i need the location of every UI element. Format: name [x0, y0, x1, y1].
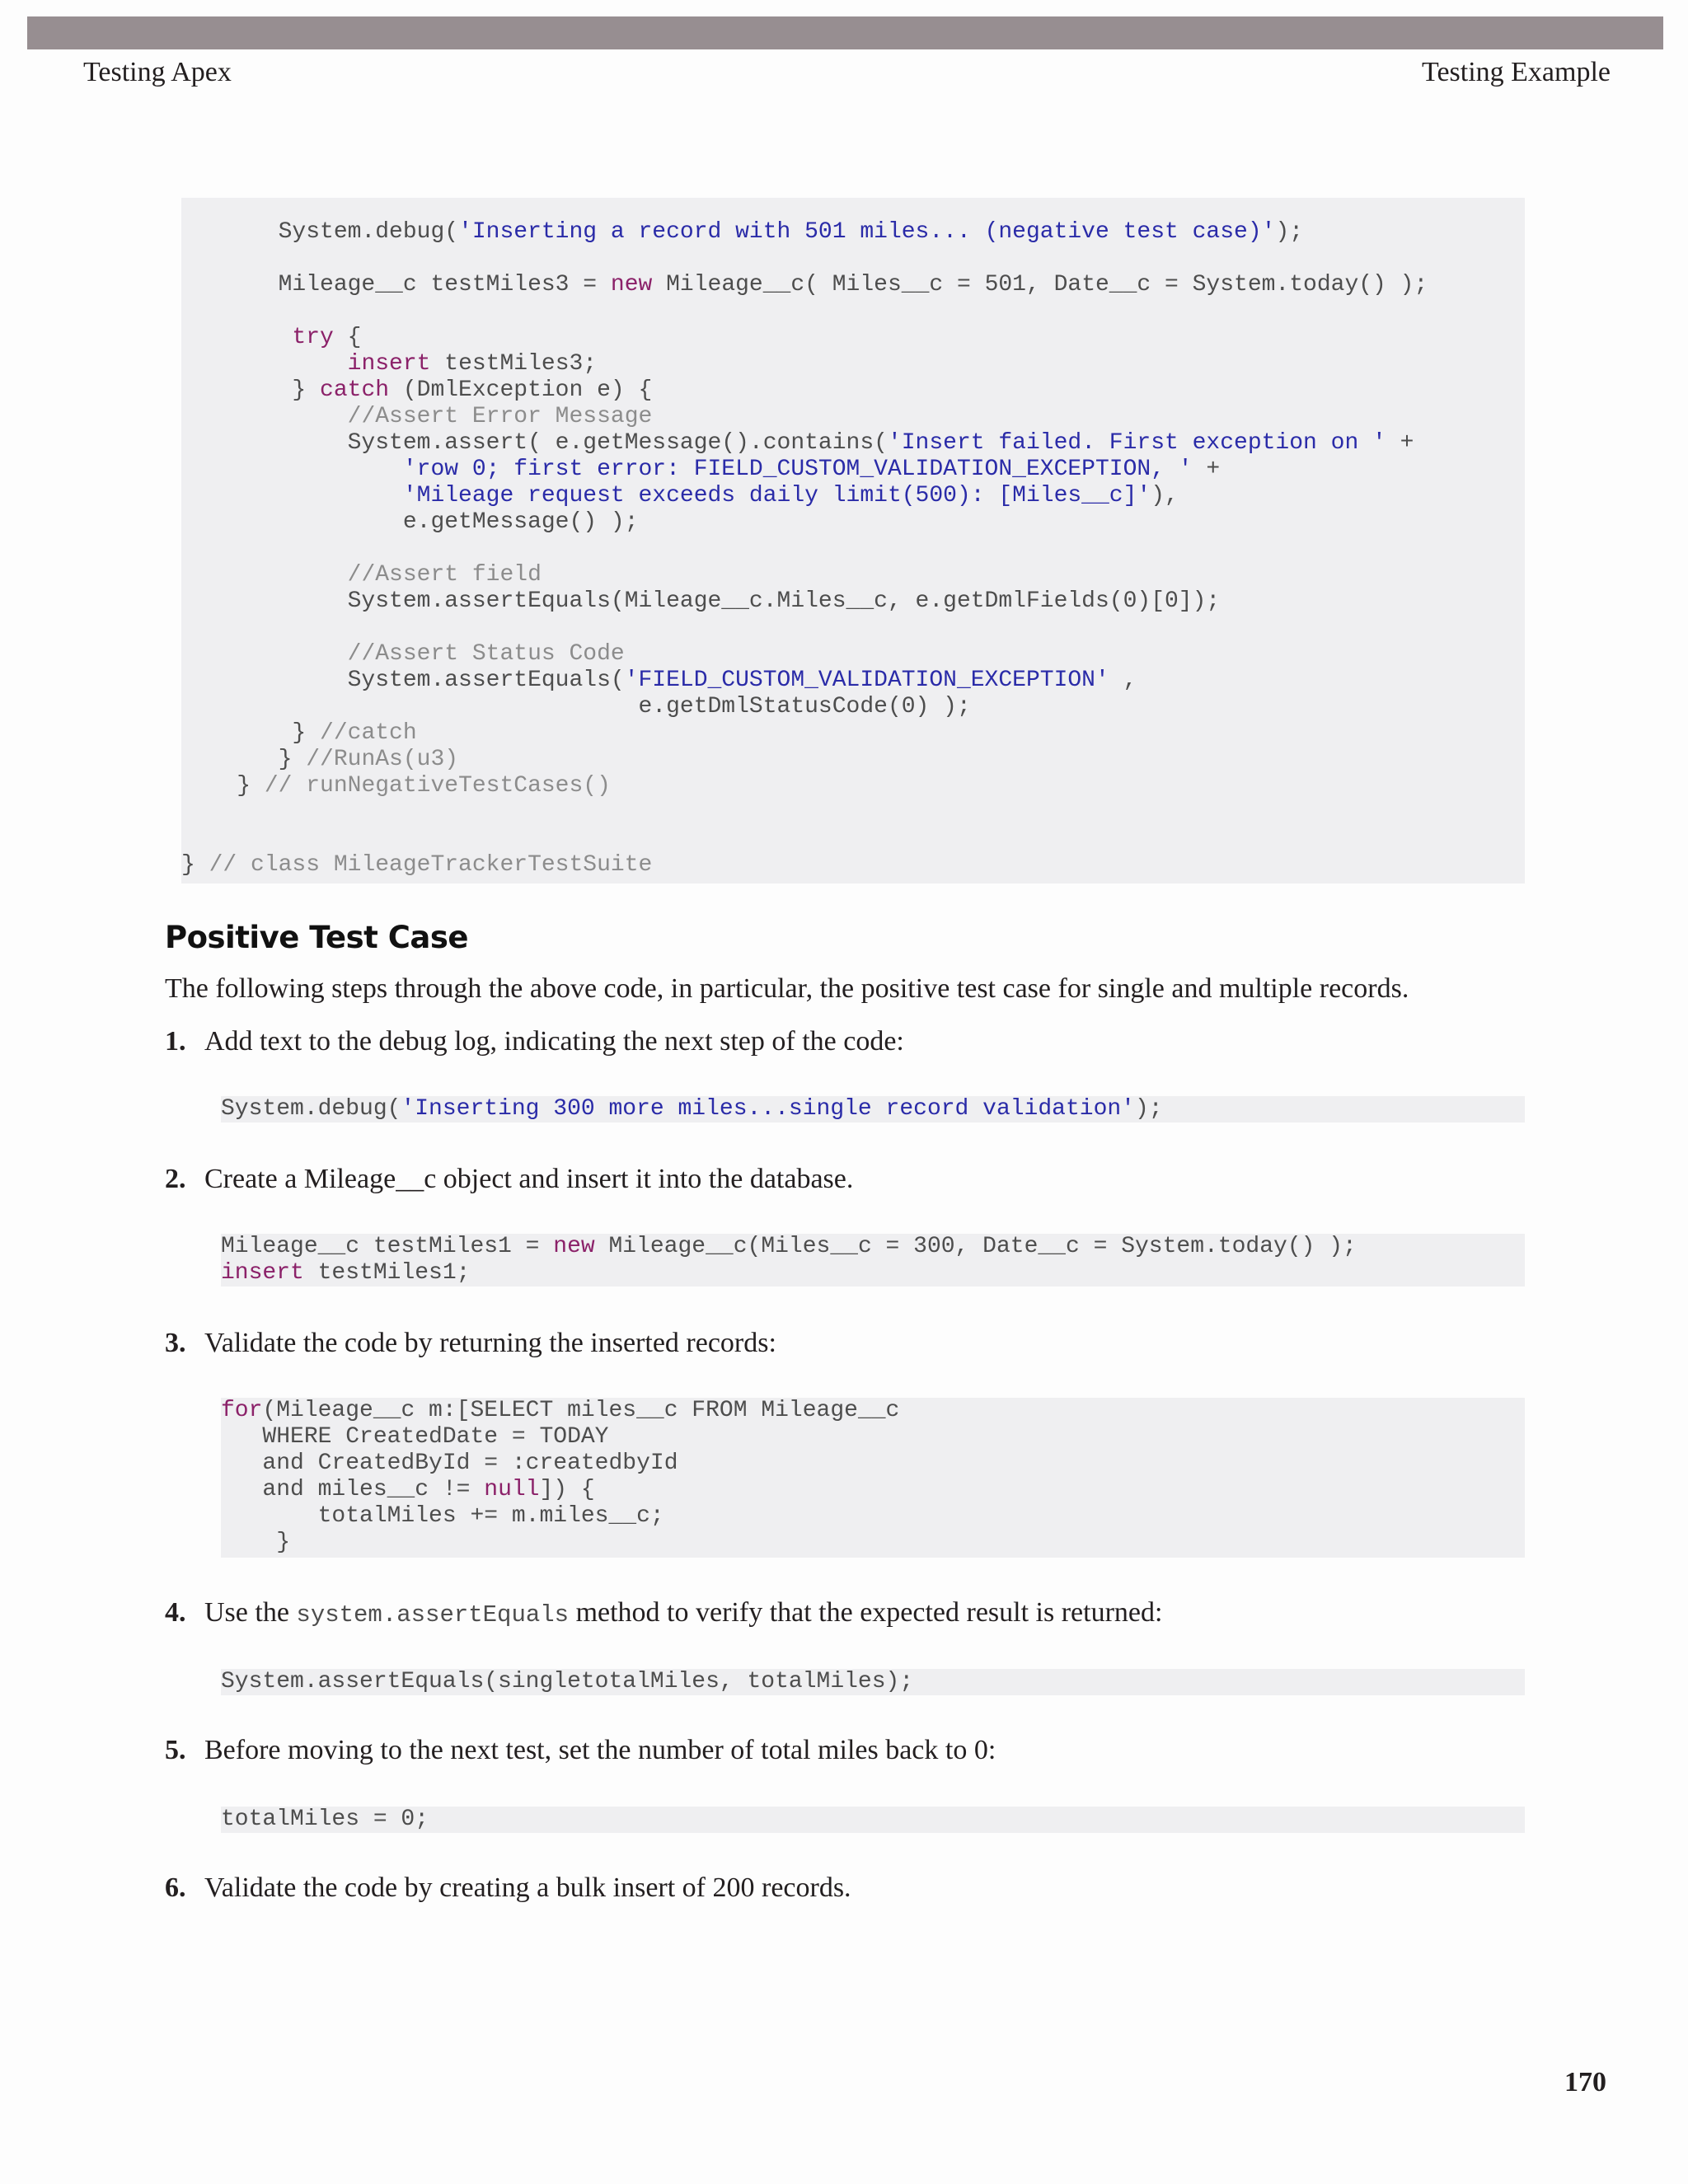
step-6 [165, 1868, 851, 1908]
code-keyword: null [484, 1477, 540, 1502]
code-line [181, 404, 1525, 430]
code-block [221, 1807, 1525, 1833]
code-snippet-2 [221, 1234, 1525, 1286]
code-snippet-1 [221, 1096, 1525, 1122]
code-line [181, 720, 1525, 747]
step-number: 2. [165, 1164, 186, 1194]
step-number: 6. [165, 1872, 186, 1903]
step-3 [165, 1324, 776, 1363]
code-line [221, 1398, 1525, 1424]
code-text: } [221, 1530, 291, 1555]
code-line [181, 219, 1525, 246]
code-keyword: new [553, 1234, 595, 1259]
code-line [221, 1807, 1525, 1833]
code-text: System.assert( e.getMessage().contains( [181, 430, 888, 456]
step-text: Use the [204, 1597, 297, 1628]
code-comment: // runNegativeTestCases() [264, 773, 611, 799]
step-text: method to verify that the expected result is returned: [569, 1597, 1163, 1628]
code-string: 'Insert failed. First exception on ' [887, 430, 1386, 456]
code-line [181, 799, 1525, 826]
code-line [181, 298, 1525, 325]
code-line [221, 1530, 1525, 1556]
code-line [181, 747, 1525, 773]
code-line [221, 1451, 1525, 1477]
step-number: 4. [165, 1597, 186, 1628]
code-text [181, 562, 348, 588]
code-text: ), [1151, 483, 1179, 509]
code-text [181, 404, 348, 429]
code-line [181, 773, 1525, 799]
code-line [181, 615, 1525, 641]
code-text: } [181, 773, 265, 799]
step-2 [165, 1160, 853, 1199]
code-block [221, 1398, 1525, 1556]
inline-code: system.assertEquals [296, 1601, 570, 1629]
code-text [181, 351, 348, 377]
code-text: { [333, 325, 362, 350]
step-text: Create a Mileage__c object and insert it into the database. [204, 1164, 854, 1194]
code-string: 'Inserting a record with 501 miles... (negative test case)' [458, 219, 1276, 245]
code-text: ); [1134, 1096, 1163, 1122]
code-text: totalMiles = 0; [221, 1807, 429, 1832]
code-text: Mileage__c(Miles__c = 300, Date__c = System.today() ); [594, 1234, 1357, 1259]
code-text [181, 457, 403, 482]
code-line [181, 377, 1525, 404]
page-number: 170 [1564, 2067, 1606, 2097]
section-intro: The following steps through the above code, in particular, the positive test case for single and multiple records. [165, 973, 1409, 1004]
code-line [181, 325, 1525, 351]
code-string: 'Mileage request exceeds daily limit(500): [Miles__c]' [402, 483, 1151, 509]
code-comment: // class MileageTrackerTestSuite [209, 852, 653, 878]
code-text: (Mileage__c m:[SELECT miles__c FROM Mileage__c [262, 1398, 900, 1423]
code-keyword: insert [347, 351, 431, 377]
code-text: and miles__c != [221, 1477, 485, 1502]
code-line [181, 509, 1525, 536]
code-snippet-5 [221, 1807, 1525, 1833]
step-number: 1. [165, 1026, 186, 1057]
code-text: + [1386, 430, 1414, 456]
code-text: System.assertEquals( [181, 668, 625, 693]
running-head-left: Testing Apex [83, 57, 232, 87]
code-line [181, 430, 1525, 457]
code-text [181, 325, 292, 350]
code-text: Mileage__c testMiles3 = [181, 272, 611, 298]
code-line [221, 1503, 1525, 1530]
code-text: System.debug( [221, 1096, 401, 1122]
code-text: and CreatedById = :createdbyId [221, 1451, 678, 1476]
code-text: totalMiles += m.miles__c; [221, 1503, 664, 1529]
code-line [181, 668, 1525, 694]
code-keyword: for [221, 1398, 263, 1423]
code-text [181, 483, 403, 509]
code-line [221, 1424, 1525, 1451]
step-number: 3. [165, 1328, 186, 1358]
code-text: , [1109, 668, 1137, 693]
code-line [221, 1096, 1525, 1122]
code-comment: //Assert Status Code [347, 641, 625, 667]
code-line [181, 246, 1525, 272]
code-snippet-4 [221, 1669, 1525, 1695]
code-line [181, 536, 1525, 562]
code-text: System.assertEquals(Mileage__c.Miles__c, e.getDmlFields(0)[0]); [181, 588, 1221, 614]
header-bar [27, 16, 1663, 49]
step-4 [165, 1593, 1162, 1635]
code-line [181, 826, 1525, 852]
step-text: Validate the code by returning the inserted records: [204, 1328, 776, 1358]
code-line [221, 1477, 1525, 1503]
code-text: testMiles1; [303, 1260, 471, 1286]
code-line [221, 1669, 1525, 1695]
code-comment: //Assert field [347, 562, 542, 588]
code-line [181, 351, 1525, 377]
code-text: (DmlException e) { [389, 377, 653, 403]
step-text: Before moving to the next test, set the number of total miles back to 0: [204, 1735, 996, 1765]
code-comment: //Assert Error Message [347, 404, 653, 429]
code-line [181, 694, 1525, 720]
code-text: } [181, 747, 307, 772]
code-snippet-3 [221, 1398, 1525, 1558]
code-text: WHERE CreatedDate = TODAY [221, 1424, 609, 1450]
code-line [181, 483, 1525, 509]
code-line [221, 1234, 1525, 1260]
code-block [221, 1096, 1525, 1122]
step-number: 5. [165, 1735, 186, 1765]
code-line [181, 272, 1525, 298]
code-line [181, 588, 1525, 615]
code-line [181, 562, 1525, 588]
code-string: 'row 0; first error: FIELD_CUSTOM_VALIDATION_EXCEPTION, ' [402, 457, 1193, 482]
step-1 [165, 1022, 904, 1062]
code-text: } [181, 852, 209, 878]
step-text: Add text to the debug log, indicating the next step of the code: [204, 1026, 904, 1057]
code-text: e.getMessage() ); [181, 509, 639, 535]
code-comment: //catch [320, 720, 417, 746]
code-keyword: try [292, 325, 334, 350]
step-text: Validate the code by creating a bulk insert of 200 records. [204, 1872, 851, 1903]
code-text: e.getDmlStatusCode(0) ); [181, 694, 971, 719]
code-text: System.assertEquals(singletotalMiles, totalMiles); [221, 1669, 914, 1694]
code-text: } [181, 377, 321, 403]
code-text: System.debug( [181, 219, 459, 245]
code-text: ]) { [539, 1477, 595, 1502]
code-string: 'FIELD_CUSTOM_VALIDATION_EXCEPTION' [624, 668, 1109, 693]
code-keyword: insert [221, 1260, 304, 1286]
code-line [181, 457, 1525, 483]
code-string: 'Inserting 300 more miles...single record validation' [401, 1096, 1135, 1122]
code-comment: //RunAs(u3) [306, 747, 459, 772]
code-line [221, 1260, 1525, 1286]
code-text [181, 641, 348, 667]
section-heading: Positive Test Case [165, 920, 468, 955]
code-keyword: catch [320, 377, 390, 403]
code-line [181, 641, 1525, 668]
running-head-right: Testing Example [1422, 57, 1611, 87]
code-text: Mileage__c( Miles__c = 501, Date__c = System.today() ); [652, 272, 1428, 298]
code-text: testMiles3; [430, 351, 598, 377]
code-keyword: new [610, 272, 653, 298]
code-listing [181, 198, 1525, 883]
code-text: + [1192, 457, 1221, 482]
code-block [221, 1234, 1525, 1286]
code-text: Mileage__c testMiles1 = [221, 1234, 554, 1259]
step-5 [165, 1731, 996, 1770]
code-line [181, 852, 1525, 879]
code-block [221, 1669, 1525, 1695]
code-text: } [181, 720, 321, 746]
code-text: ); [1275, 219, 1304, 245]
